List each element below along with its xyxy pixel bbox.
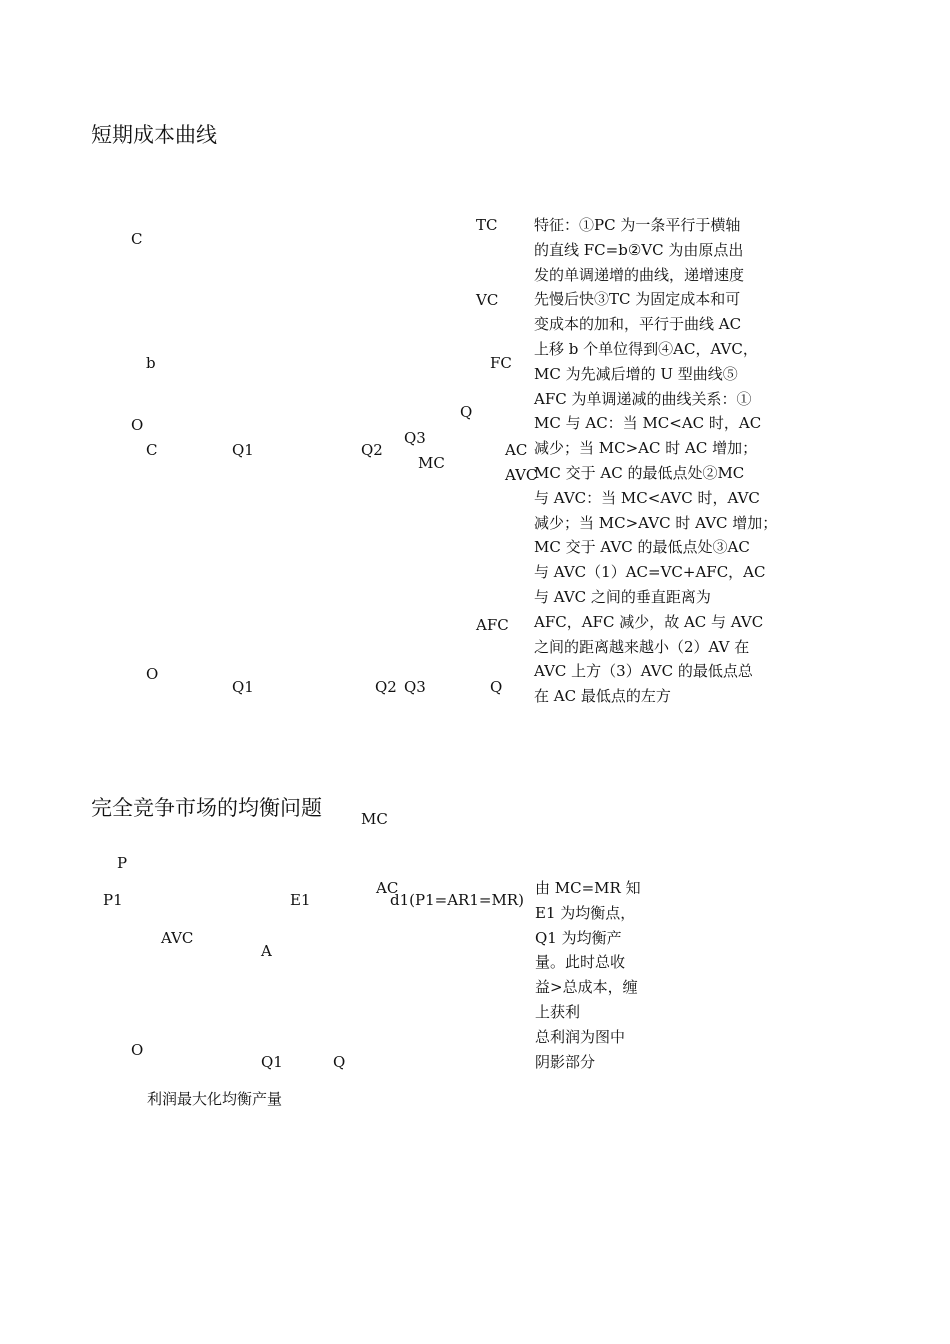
curve-label-tc: TC xyxy=(476,216,498,234)
description-line: AVC 上方（3）AVC 的最低点总 xyxy=(534,662,753,681)
curve-label-mc: MC xyxy=(418,454,445,472)
tick-label-q1: Q1 xyxy=(232,678,254,696)
axis-label-p: P xyxy=(117,854,128,872)
description-line: 与 AVC（1）AC=VC+AFC，AC xyxy=(534,563,766,582)
section-title-short-run-cost: 短期成本曲线 xyxy=(91,123,217,147)
description-line: 益>总成本，缠 xyxy=(535,978,638,997)
axis-label-q: Q xyxy=(490,678,503,696)
chart-caption: 利润最大化均衡产量 xyxy=(147,1090,283,1108)
description-line: MC 与 AC：当 MC<AC 时，AC xyxy=(534,414,762,433)
description-line: 减少；当 MC>AVC 时 AVC 增加； xyxy=(534,513,778,532)
description-line: 与 AVC：当 MC<AVC 时，AVC xyxy=(534,488,760,507)
curve-label-fc: FC xyxy=(490,354,512,372)
description-line: E1 为均衡点， xyxy=(535,903,636,922)
description-line: 的直线 FC=b②VC 为由原点出 xyxy=(534,240,744,259)
description-line: 上移 b 个单位得到④AC，AVC， xyxy=(534,339,758,358)
description-line: 阴影部分 xyxy=(535,1052,596,1071)
curve-label-afc: AFC xyxy=(476,616,509,634)
curve-label-d1: d1(P1=AR1=MR) xyxy=(390,891,524,909)
cost-curve-description xyxy=(534,213,778,709)
description-line: 减少；当 MC>AC 时 AC 增加； xyxy=(534,439,758,458)
axis-label-c: C xyxy=(146,441,158,459)
description-line: 由 MC=MR 知 xyxy=(535,879,641,897)
description-line: 之间的距离越来越小（2）AV 在 xyxy=(534,637,750,656)
tick-label-q1: Q1 xyxy=(232,441,254,459)
description-line: 总利润为图中 xyxy=(535,1027,626,1046)
description-line: MC 交于 AVC 的最低点处③AC xyxy=(534,538,750,557)
point-label-a: A xyxy=(261,942,272,960)
origin-label: O xyxy=(131,416,144,434)
equilibrium-description xyxy=(535,876,645,1074)
curve-label-avc: AVC xyxy=(161,929,194,947)
tick-label-q3: Q3 xyxy=(404,678,426,696)
description-line: Q1 为均衡产 xyxy=(535,928,622,947)
curve-label-ac: AC xyxy=(505,441,528,459)
description-line: 量。此时总收 xyxy=(535,953,626,972)
description-line: 先慢后快③TC 为固定成本和可 xyxy=(534,290,741,309)
curve-label-ac: AC xyxy=(376,879,399,897)
curve-label-mc: MC xyxy=(361,810,388,828)
description-line: AFC，AFC 减少，故 AC 与 AVC xyxy=(534,612,764,631)
description-line: AFC 为单调递减的曲线关系：① xyxy=(534,389,752,408)
origin-label: O xyxy=(146,665,159,683)
tick-label-q3: Q3 xyxy=(404,429,426,447)
axis-label-q: Q xyxy=(333,1053,346,1071)
tick-label-q2: Q2 xyxy=(361,441,383,459)
description-line: MC 为先减后增的 U 型曲线⑤ xyxy=(534,364,738,383)
tick-label-q2: Q2 xyxy=(375,678,397,696)
description-line: 发的单调递增的曲线，递增速度 xyxy=(534,265,745,284)
tick-label-q1: Q1 xyxy=(261,1053,283,1071)
price-label-p1: P1 xyxy=(103,891,123,909)
description-line: 在 AC 最低点的左方 xyxy=(534,687,671,706)
curve-label-vc: VC xyxy=(476,291,499,309)
description-line: MC 交于 AC 的最低点处②MC xyxy=(534,463,745,482)
description-line: 与 AVC 之间的垂直距离为 xyxy=(534,587,711,606)
axis-label-c: C xyxy=(131,230,143,248)
value-label-b: b xyxy=(146,354,156,372)
axis-label-q: Q xyxy=(460,403,473,421)
origin-label: O xyxy=(131,1041,144,1059)
description-line: 特征：①PC 为一条平行于横轴 xyxy=(534,216,741,234)
section-title-competitive-equilibrium: 完全竞争市场的均衡问题 xyxy=(91,796,322,820)
curve-label-avc: AVC xyxy=(505,466,538,484)
point-label-e1: E1 xyxy=(290,891,311,909)
description-line: 变成本的加和，平行于曲线 AC xyxy=(534,315,742,334)
description-line: 上获利 xyxy=(535,1002,581,1021)
